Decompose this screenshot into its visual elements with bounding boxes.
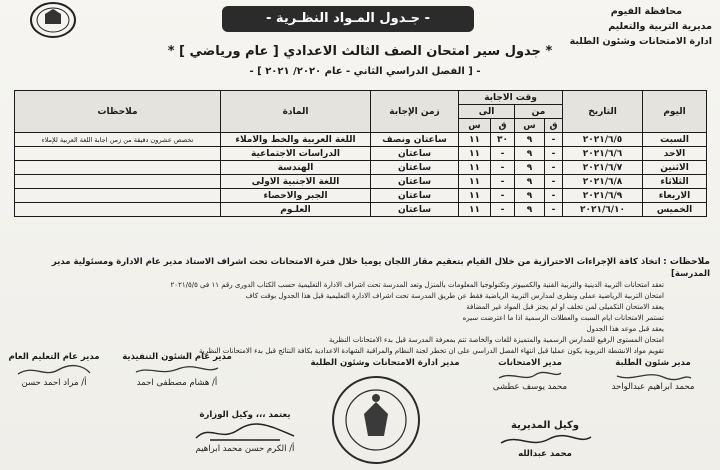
- header-date: التاريخ: [563, 91, 643, 133]
- main-title: * جدول سير امتحان الصف الثالث الاعدادي [ عام ورياضي ] *: [167, 44, 553, 59]
- exams-name: محمد يوسف عطشى: [492, 382, 568, 392]
- header-to: الى: [459, 105, 515, 119]
- cell-date: ٢٠٢١/٦/٧: [563, 161, 643, 175]
- term-subtitle: - [ الفصل الدراسي الثاني - عام ٢٠٢٠/ ٢٠٢١ ] -: [249, 66, 481, 77]
- cell-day: الاثنين: [643, 161, 707, 175]
- students-affairs-name: محمد ابراهيم عبدالواحد: [611, 382, 695, 392]
- table-row: [15, 175, 707, 189]
- dept-manager-name: أ/ هشام مصطفى احمد: [136, 378, 218, 388]
- cell-day: الثلاثاء: [643, 175, 707, 189]
- cell-subject: الدراسات الاجتماعية: [221, 147, 371, 161]
- cell-from-minute: -: [545, 133, 563, 147]
- header-notes: ملاحظات: [15, 91, 221, 133]
- cell-from-minute: -: [545, 147, 563, 161]
- cell-to-minute: -: [491, 189, 515, 203]
- table-row: [15, 203, 707, 217]
- dept-manager-title: مدير عام الشئون التنفيذية: [122, 352, 232, 362]
- signature-scribble-icon: [495, 433, 595, 449]
- cell-subject: اللغة الاجنبية الاولى: [221, 175, 371, 189]
- deputy-director-title: وكيل المديرية: [511, 420, 579, 431]
- notes-first-line: اتخاذ كافة الإجراءات الاحترازية من خلال القيام بتعقيم مقار اللجان يوميا خلال فترة الامتحانات تحت اشراف الاستاذ مدير عام الادارة ومسئولية مدير المدرسة]: [51, 257, 710, 279]
- table-row: [15, 189, 707, 203]
- header-to-hour: س: [459, 119, 491, 133]
- general-manager-title: مدير عام التعليم العام: [8, 352, 100, 362]
- cell-notes: [15, 161, 221, 175]
- general-manager-name: أ/ مراد احمد حسن: [21, 378, 87, 388]
- signature-dept-manager: [112, 352, 242, 388]
- cell-to-minute: -: [491, 161, 515, 175]
- cell-notes: [15, 147, 221, 161]
- cell-to-hour: ١١: [459, 147, 491, 161]
- table-row: [15, 133, 707, 147]
- header-subject: المادة: [221, 91, 371, 133]
- cell-day: الاحد: [643, 147, 707, 161]
- cell-subject: الجبر والاحصاء: [221, 189, 371, 203]
- notes-section: [10, 256, 710, 357]
- header-day: اليوم: [643, 91, 707, 133]
- table-row: [15, 147, 707, 161]
- cell-from-minute: -: [545, 175, 563, 189]
- cell-date: ٢٠٢١/٦/٨: [563, 175, 643, 189]
- cell-from-hour: ٩: [515, 133, 545, 147]
- cell-to-hour: ١١: [459, 161, 491, 175]
- cell-notes: [15, 203, 221, 217]
- header-from: من: [515, 105, 563, 119]
- directorate-label: مديرية التربية والتعليم: [608, 21, 712, 32]
- notes-label: ملاحظات :: [663, 257, 710, 267]
- notes-line: امتحان التربية الرياضية عملى ونظرى لمدارس التربية الرياضية فقط عن طريق المدرسة تحت اشراف الادارة التعليمية قبل هذا الجدول بوقت كاف: [245, 292, 664, 300]
- department-label: ادارة الامتحانات وشئون الطلبة: [569, 36, 712, 47]
- signature-scribble-icon: [495, 370, 565, 382]
- notes-line: تقويم مواد الانشطة التربوية يكون عمليا قبل انتهاء الفصل الدراسي على ان تخطر لجنة النظام والمراقبة الشهادة الاعدادية بكافة النتائج قبل بدء الامتحانات النظرية: [199, 347, 664, 355]
- cell-from-hour: ٩: [515, 175, 545, 189]
- section-title-banner: - جـدول المـواد النظـرية -: [222, 6, 474, 32]
- cell-subject: العلـوم: [221, 203, 371, 217]
- ministry-logo-icon: [28, 0, 78, 40]
- cell-date: ٢٠٢١/٦/١٠: [563, 203, 643, 217]
- cell-notes: تخصص عشرون دقيقة من زمن اجابة اللغة العربية للإملاء: [15, 133, 221, 147]
- undersecretary-label: يعتمد ،،، وكيل الوزارة: [199, 410, 291, 420]
- signature-general-manager: [6, 352, 102, 388]
- cell-to-hour: ١١: [459, 189, 491, 203]
- cell-from-minute: -: [545, 203, 563, 217]
- signature-scribble-icon: [14, 364, 94, 378]
- cell-to-minute: -: [491, 147, 515, 161]
- cell-subject: اللغة العربية والخط والاملاء: [221, 133, 371, 147]
- deputy-director-name: محمد عبدالله: [518, 449, 572, 459]
- cell-notes: [15, 189, 221, 203]
- cell-from-hour: ٩: [515, 189, 545, 203]
- cell-date: ٢٠٢١/٦/٩: [563, 189, 643, 203]
- cell-from-hour: ٩: [515, 203, 545, 217]
- cell-duration: ساعتان: [371, 203, 459, 217]
- cell-duration: ساعتان ونصف: [371, 133, 459, 147]
- header-from-minute: ق: [545, 119, 563, 133]
- cell-from-hour: ٩: [515, 161, 545, 175]
- exams-title: مدير الامتحانات: [498, 358, 562, 368]
- cell-to-minute: -: [491, 203, 515, 217]
- cell-notes: [15, 175, 221, 189]
- signature-students-affairs: [590, 358, 716, 392]
- signature-exams: [480, 358, 580, 392]
- cell-from-minute: -: [545, 189, 563, 203]
- cell-from-minute: -: [545, 161, 563, 175]
- exam-schedule-table: [14, 90, 707, 217]
- cell-to-hour: ١١: [459, 175, 491, 189]
- governorate-label: محافظة الفيوم: [610, 6, 682, 17]
- cell-duration: ساعتان: [371, 161, 459, 175]
- signature-undersecretary: [170, 410, 320, 454]
- cell-day: السبت: [643, 133, 707, 147]
- exams-manager-title: مدير ادارة الامتحانات وشئون الطلبة: [310, 358, 460, 368]
- cell-to-hour: ١١: [459, 203, 491, 217]
- header-to-minute: ق: [491, 119, 515, 133]
- signature-deputy-director: [470, 420, 620, 459]
- notes-line: يعقد قبل موعد هذا الجدول: [586, 325, 664, 333]
- cell-duration: ساعتان: [371, 175, 459, 189]
- cell-day: الخميس: [643, 203, 707, 217]
- notes-line: تستمر الامتحانات ايام السبت والعطلات الرسمية اذا ما اعترضت سيره: [462, 314, 664, 322]
- undersecretary-name: أ/ الكرم حسن محمد ابراهيم: [195, 444, 295, 454]
- cell-subject: الهندسة: [221, 161, 371, 175]
- signature-scribble-icon: [132, 364, 222, 378]
- header-answer-time: وقت الاجابة: [459, 91, 563, 105]
- cell-to-minute: -: [491, 175, 515, 189]
- notes-line: تعقد امتحانات التربية الدينية والتربية الفنية والكمبيوتر وتكنولوجيا المعلومات بالمنزل وتعد المدرسة تحت اشراف الادارة التعليمية حسب الكتاب الدورى رقم ١١ فى ٢٠٢١/٥/٥: [170, 281, 664, 289]
- cell-from-hour: ٩: [515, 147, 545, 161]
- signature-scribble-icon: [190, 422, 300, 444]
- students-affairs-title: مدير شئون الطلبة: [615, 358, 691, 368]
- cell-duration: ساعتان: [371, 189, 459, 203]
- cell-duration: ساعتان: [371, 147, 459, 161]
- signature-scribble-icon: [613, 370, 693, 382]
- official-seal-icon: [330, 374, 422, 466]
- cell-to-hour: ١١: [459, 133, 491, 147]
- cell-date: ٢٠٢١/٦/٥: [563, 133, 643, 147]
- signature-exams-manager: [300, 358, 470, 368]
- cell-to-minute: ٣٠: [491, 133, 515, 147]
- header-from-hour: س: [515, 119, 545, 133]
- notes-line: امتحان المستوى الرفيع للمدارس الرسمية والمتميزة للغات والخاصة تتم بمعرفة المدرسة قبل بدء الامتحانات النظرية: [328, 336, 664, 344]
- header-duration: زمن الإجابة: [371, 91, 459, 133]
- table-row: [15, 161, 707, 175]
- header-authority: [542, 4, 712, 49]
- cell-date: ٢٠٢١/٦/٦: [563, 147, 643, 161]
- notes-line: يعقد الامتحان التكميلى لمن تخلف او لم يجتز قبل المواد غير المضافة: [466, 303, 664, 311]
- cell-day: الاربعاء: [643, 189, 707, 203]
